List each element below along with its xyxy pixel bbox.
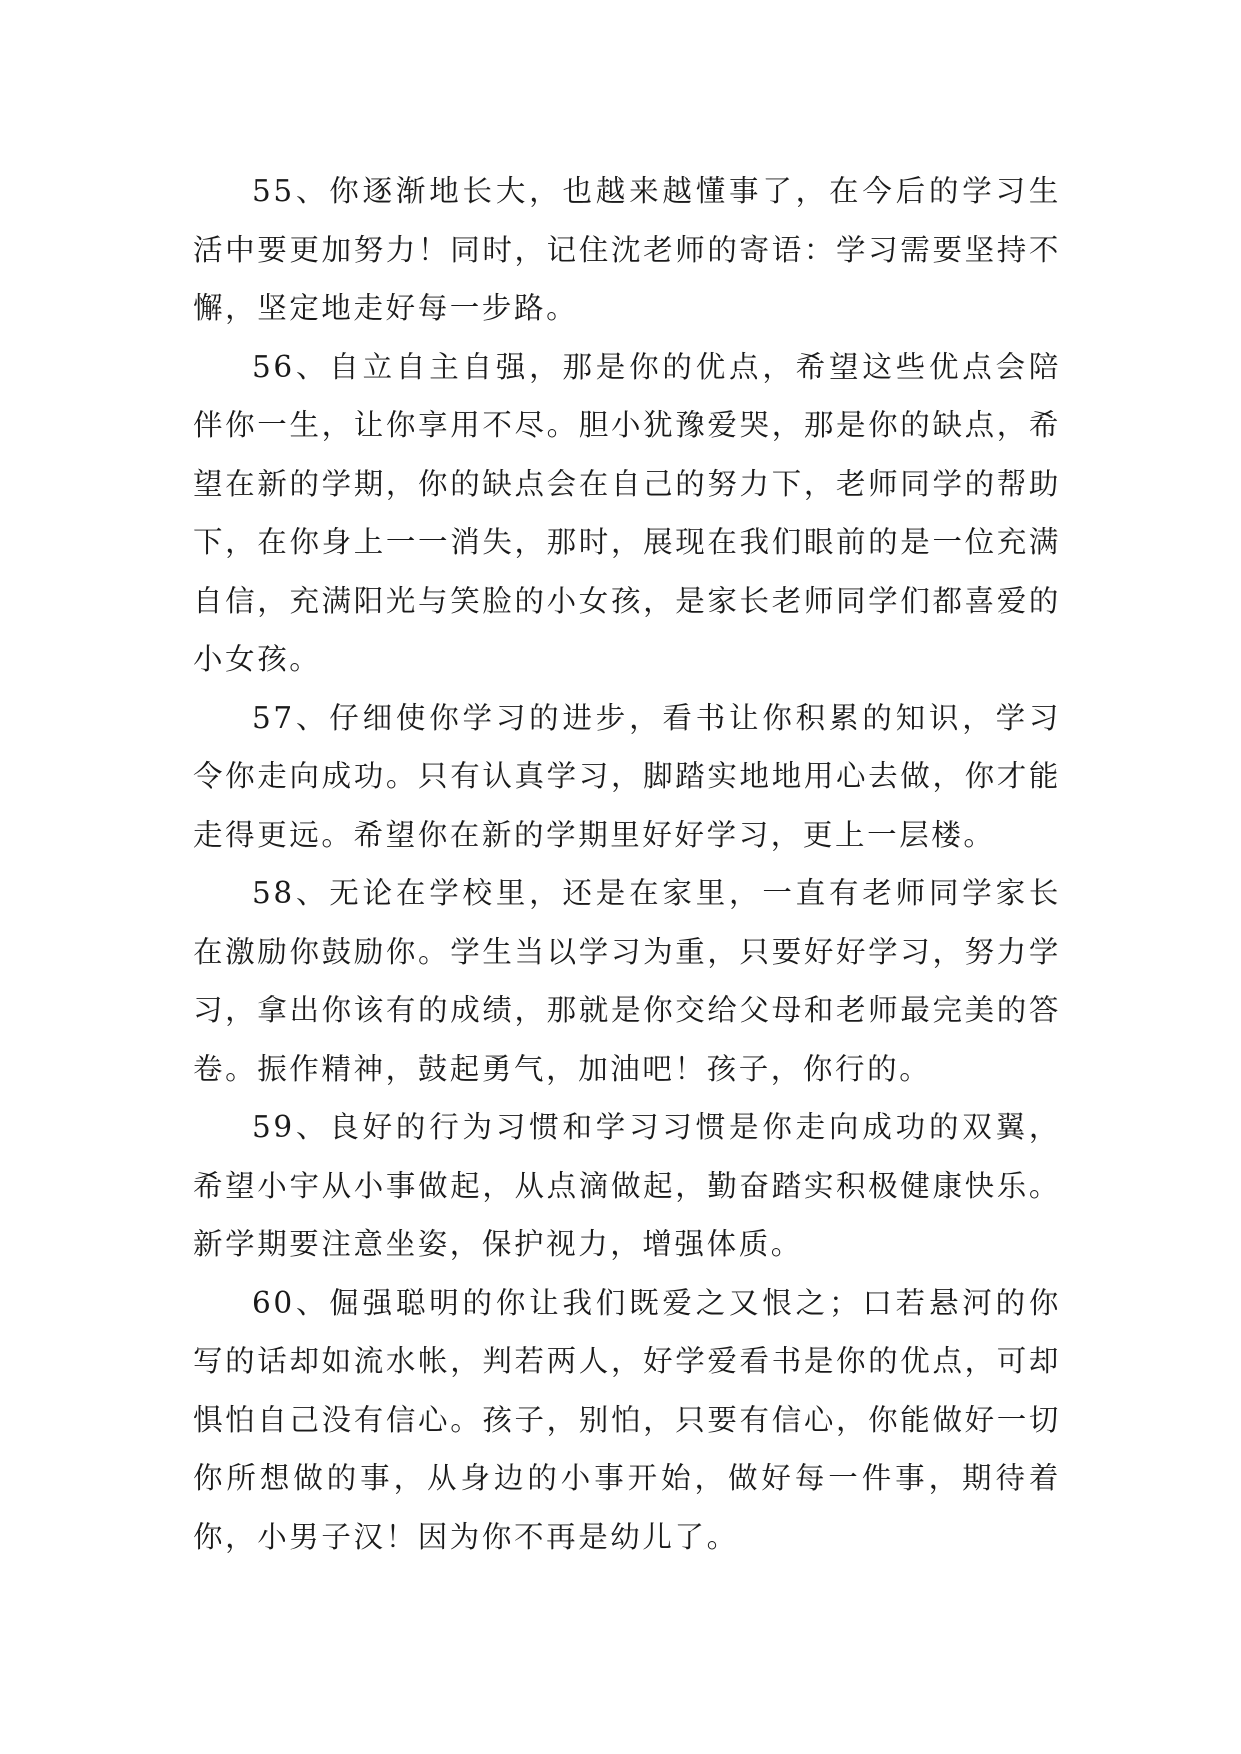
comment-paragraph-59: 59、良好的行为习惯和学习习惯是你走向成功的双翼，希望小宇从小事做起，从点滴做起，勤奋踏实积极健康快乐。新学期要注意坐姿，保护视力，增强体质。: [193, 1110, 1061, 1261]
comment-paragraph-60: 60、倔强聪明的你让我们既爱之又恨之；口若悬河的你写的话却如流水帐，判若两人，好学爱看书是你的优点，可却惧怕自己没有信心。孩子，别怕，只要有信心，你能做好一切你所想做的事，从身边的小事开始，做好每一件事，期待着你，小男子汉！因为你不再是幼儿了。: [193, 1285, 1061, 1554]
comment-paragraph-55: 55、你逐渐地长大，也越来越懂事了，在今后的学习生活中要更加努力！同时，记住沈老师的寄语：学习需要坚持不懈，坚定地走好每一步路。: [193, 174, 1061, 325]
comment-paragraph-57: 57、仔细使你学习的进步，看书让你积累的知识，学习令你走向成功。只有认真学习，脚踏实地地用心去做，你才能走得更远。希望你在新的学期里好好学习，更上一层楼。: [193, 700, 1061, 852]
comment-paragraph-56: 56、自立自主自强，那是你的优点，希望这些优点会陪伴你一生，让你享用不尽。胆小犹豫爱哭，那是你的缺点，希望在新的学期，你的缺点会在自己的努力下，老师同学的帮助下，在你身上一一消失，那时，展现在我们眼前的是一位充满自信，充满阳光与笑脸的小女孩，是家长老师同学们都喜爱的小女孩。: [193, 349, 1061, 676]
comment-paragraph-58: 58、无论在学校里，还是在家里，一直有老师同学家长在激励你鼓励你。学生当以学习为重，只要好好学习，努力学习，拿出你该有的成绩，那就是你交给父母和老师最完美的答卷。振作精神，鼓起勇气，加油吧！孩子，你行的。: [193, 876, 1061, 1086]
